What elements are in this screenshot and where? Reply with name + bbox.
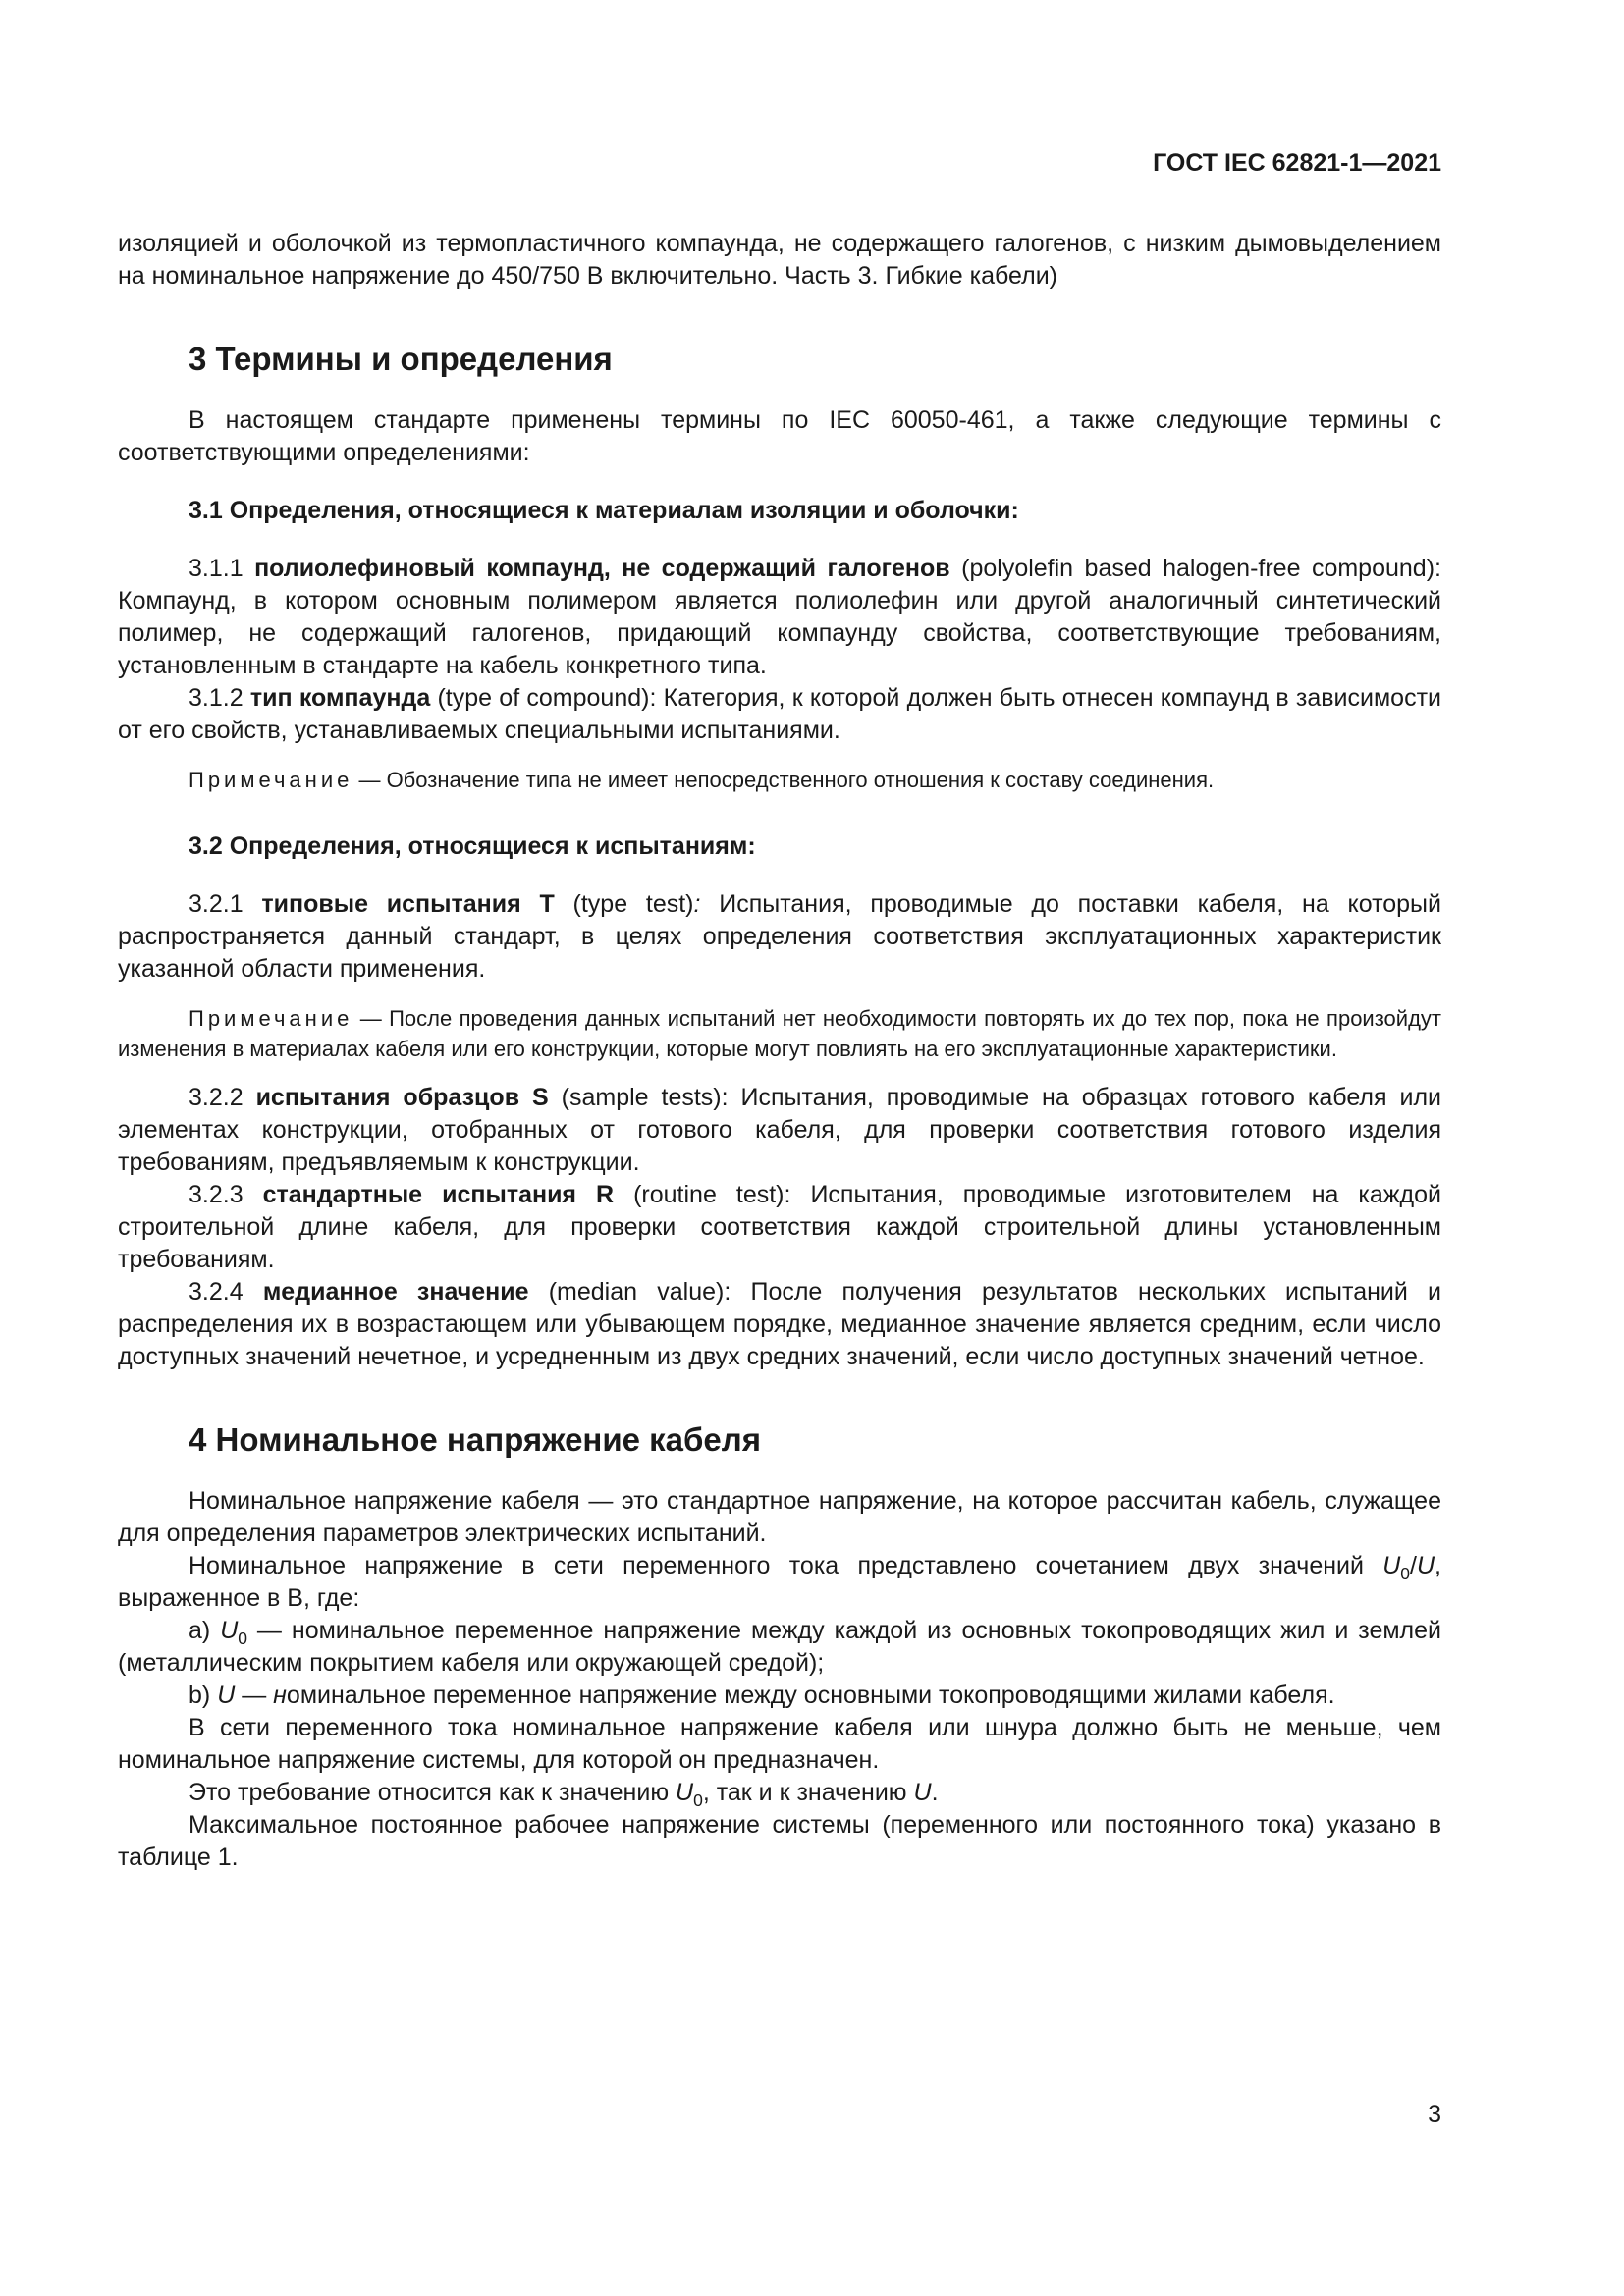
section-4-paragraph-3: В сети переменного тока номинальное напряжение кабеля или шнура должно быть не меньше, чем номинальное напряжение системы, для которой он предназначен. — [118, 1714, 1441, 1774]
term-3-1-1 — [118, 553, 1441, 682]
note-text: — Обозначение типа не имеет непосредственного отношения к составу соединения. — [352, 768, 1215, 792]
subscript-0: 0 — [693, 1790, 703, 1810]
text-run: / — [1410, 1552, 1417, 1579]
subsection-3-2-heading: 3.2 Определения, относящиеся к испытаниям: — [189, 832, 756, 860]
term-number: 3.2.3 — [189, 1181, 263, 1208]
subscript-0: 0 — [1400, 1564, 1411, 1583]
symbol-u: U — [217, 1682, 236, 1709]
term-3-2-3 — [118, 1179, 1441, 1276]
text-run: , выраженное в В, где: — [118, 1552, 1441, 1612]
text-run: . — [931, 1779, 939, 1806]
symbol-u: U — [913, 1779, 932, 1806]
text-run: Это требование относится как к значению — [189, 1779, 677, 1806]
term-3-2-4 — [118, 1276, 1441, 1373]
section-4-paragraph-5: Максимальное постоянное рабочее напряжение системы (переменного или постоянного тока) указано в таблице 1. — [118, 1811, 1441, 1871]
term-number: 3.2.2 — [189, 1084, 256, 1111]
symbol-u: U — [676, 1779, 694, 1806]
subsection-3-1-heading: 3.1 Определения, относящиеся к материалам изоляции и оболочки: — [189, 497, 1019, 524]
list-marker: b) — [189, 1682, 218, 1709]
subscript-0: 0 — [238, 1629, 247, 1648]
term-3-1-2 — [118, 682, 1441, 747]
term-definition: (median value): После получения результатов нескольких испытаний и распределения их в возрастающем или убывающем порядке, медианное значение является средним, если число доступных значений нечетное, и усредненным из двух средних значений, если число доступных значений четное. — [118, 1278, 1441, 1370]
note-text: — После проведения данных испытаний нет необходимости повторять их до тех пор, пока не произойдут изменения в материалах кабеля или его конструкции, которые могут повлиять на его эксплуатационные характеристики. — [118, 1006, 1441, 1061]
term-name: медианное значение — [262, 1278, 529, 1306]
text-run: — — [235, 1682, 274, 1709]
term-number: 3.2.1 — [189, 890, 262, 918]
symbol-u: U — [1382, 1552, 1401, 1579]
list-item-a — [118, 1615, 1441, 1680]
page-number: 3 — [1428, 2101, 1441, 2128]
symbol-u: U — [220, 1617, 239, 1644]
term-name: тип компаунда — [249, 684, 431, 712]
term-definition: Испытания, проводимые до поставки кабеля, на который распространяется данный стандарт, в целях определения соответствия эксплуатационных характеристик указанной области применения. — [118, 890, 1441, 983]
term-3-2-2 — [118, 1082, 1441, 1179]
symbol-u: U — [1416, 1552, 1435, 1579]
text-run: Номинальное напряжение в сети переменного тока представлено сочетанием двух значений — [189, 1552, 1383, 1579]
term-definition: (routine test): Испытания, проводимые изготовителем на каждой строительной длине кабеля, для проверки соответствия каждой строительной длины установленным требованиям. — [118, 1181, 1441, 1273]
note-3-1 — [118, 765, 1441, 795]
text-run: , так и к значению — [702, 1779, 914, 1806]
italic-letter: н — [273, 1682, 287, 1709]
text-run: — номинальное переменное напряжение между каждой из основных токопроводящих жил и землей (металлическим покрытием кабеля или окружающей средой); — [118, 1617, 1441, 1677]
term-definition: (sample tests): Испытания, проводимые на образцах готового кабеля или элементах конструкции, отобранных от готового кабеля, для проверки соответствия готового изделия требованиям, предъявляемым к конструкции. — [118, 1084, 1441, 1176]
document-id-header: ГОСТ IEC 62821-1—2021 — [1153, 149, 1441, 177]
term-number: 3.2.4 — [189, 1278, 263, 1306]
section-4-paragraph-1: Номинальное напряжение кабеля — это стандартное напряжение, на которое рассчитан кабель, служащее для определения параметров электрических испытаний. — [118, 1487, 1441, 1547]
section-4-paragraph-4 — [118, 1777, 1441, 1809]
list-marker: a) — [189, 1617, 221, 1644]
section-4-paragraph-2 — [118, 1550, 1441, 1615]
term-name: стандартные испытания R — [262, 1181, 615, 1208]
term-definition: (type of compound): Категория, к которой должен быть отнесен компаунд в зависимости от его свойств, устанавливаемых специальными испытаниями. — [118, 684, 1441, 744]
section-3-heading: 3 Термины и определения — [189, 341, 613, 377]
page-content — [118, 228, 1441, 1874]
note-label: Примечание — [189, 1006, 353, 1031]
term-name: типовые испытания T — [261, 890, 555, 918]
term-name: испытания образцов S — [255, 1084, 549, 1111]
term-colon: : — [693, 890, 701, 918]
term-name: полиолефиновый компаунд, не содержащий галогенов — [254, 555, 950, 582]
section-4-heading: 4 Номинальное напряжение кабеля — [189, 1421, 761, 1458]
term-number: 3.1.1 — [189, 555, 255, 582]
section-3-intro: В настоящем стандарте применены термины по IEC 60050-461, а также следующие термины с соответствующими определениями: — [118, 406, 1441, 466]
text-run: оминальное переменное напряжение между основными токопроводящими жилами кабеля. — [286, 1682, 1335, 1709]
list-item-b — [118, 1680, 1441, 1712]
term-number: 3.1.2 — [189, 684, 250, 712]
note-3-2-1 — [118, 1003, 1441, 1064]
term-3-2-1 — [118, 888, 1441, 986]
term-english: (type test) — [554, 890, 694, 918]
note-label: Примечание — [189, 768, 353, 792]
intro-paragraph: изоляцией и оболочкой из термопластичного компаунда, не содержащего галогенов, с низким дымовыделением на номинальное напряжение до 450/750 В включительно. Часть 3. Гибкие кабели) — [118, 230, 1441, 290]
term-definition: (polyolefin based halogen-free compound): Компаунд, в котором основным полимером является полиолефин или другой аналогичный синтетический полимер, не содержащий галогенов, придающий компаунду свойства, соответствующие требованиям, установленным в стандарте на кабель конкретного типа. — [118, 555, 1441, 679]
